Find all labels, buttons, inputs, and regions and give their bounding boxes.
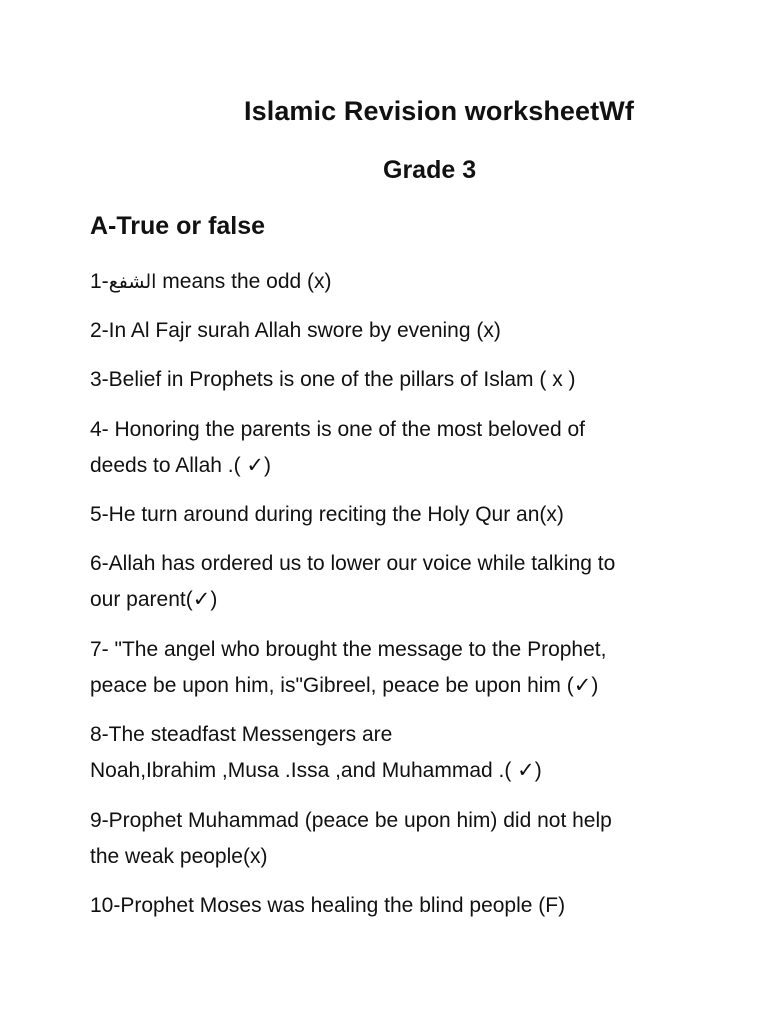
question-line: 3-Belief in Prophets is one of the pillars of Islam ( x ): [90, 368, 576, 391]
question-10: [90, 888, 690, 924]
question-line: our parent(✓): [90, 588, 218, 611]
question-3: [90, 362, 690, 398]
question-6: [90, 546, 690, 618]
worksheet-title: Islamic Revision worksheetWf: [244, 96, 634, 126]
grade-label: Grade 3: [383, 156, 477, 184]
question-line: 8-The steadfast Messengers are: [90, 723, 393, 746]
question-text: means the odd (x): [156, 270, 332, 293]
question-7: [90, 632, 690, 704]
question-line: 4- Honoring the parents is one of the most beloved of: [90, 418, 585, 441]
question-8: [90, 717, 690, 789]
question-line: 6-Allah has ordered us to lower our voice while talking to: [90, 552, 616, 575]
question-4: [90, 412, 690, 484]
question-line: [90, 264, 690, 300]
section-title: A-True or false: [90, 212, 266, 240]
question-5: [90, 497, 690, 533]
question-number: 1-: [90, 270, 109, 293]
question-9: [90, 803, 690, 875]
question-line: 2-In Al Fajr surah Allah swore by evening (x): [90, 319, 501, 342]
question-line: 10-Prophet Moses was healing the blind people (F): [90, 894, 566, 917]
question-line: 5-He turn around during reciting the Holy Qur an(x): [90, 503, 564, 526]
question-line: deeds to Allah .( ✓): [90, 454, 272, 477]
question-line: the weak people(x): [90, 845, 268, 868]
question-1: [90, 264, 690, 300]
question-line: 9-Prophet Muhammad (peace be upon him) did not help: [90, 809, 612, 832]
question-2: [90, 313, 690, 349]
question-line: peace be upon him, is"Gibreel, peace be upon him (✓): [90, 674, 599, 697]
question-line: 7- "The angel who brought the message to the Prophet,: [90, 638, 607, 661]
arabic-word: الشفع: [108, 271, 157, 293]
question-line: Noah,Ibrahim ,Musa .Issa ,and Muhammad .( ✓): [90, 759, 542, 782]
